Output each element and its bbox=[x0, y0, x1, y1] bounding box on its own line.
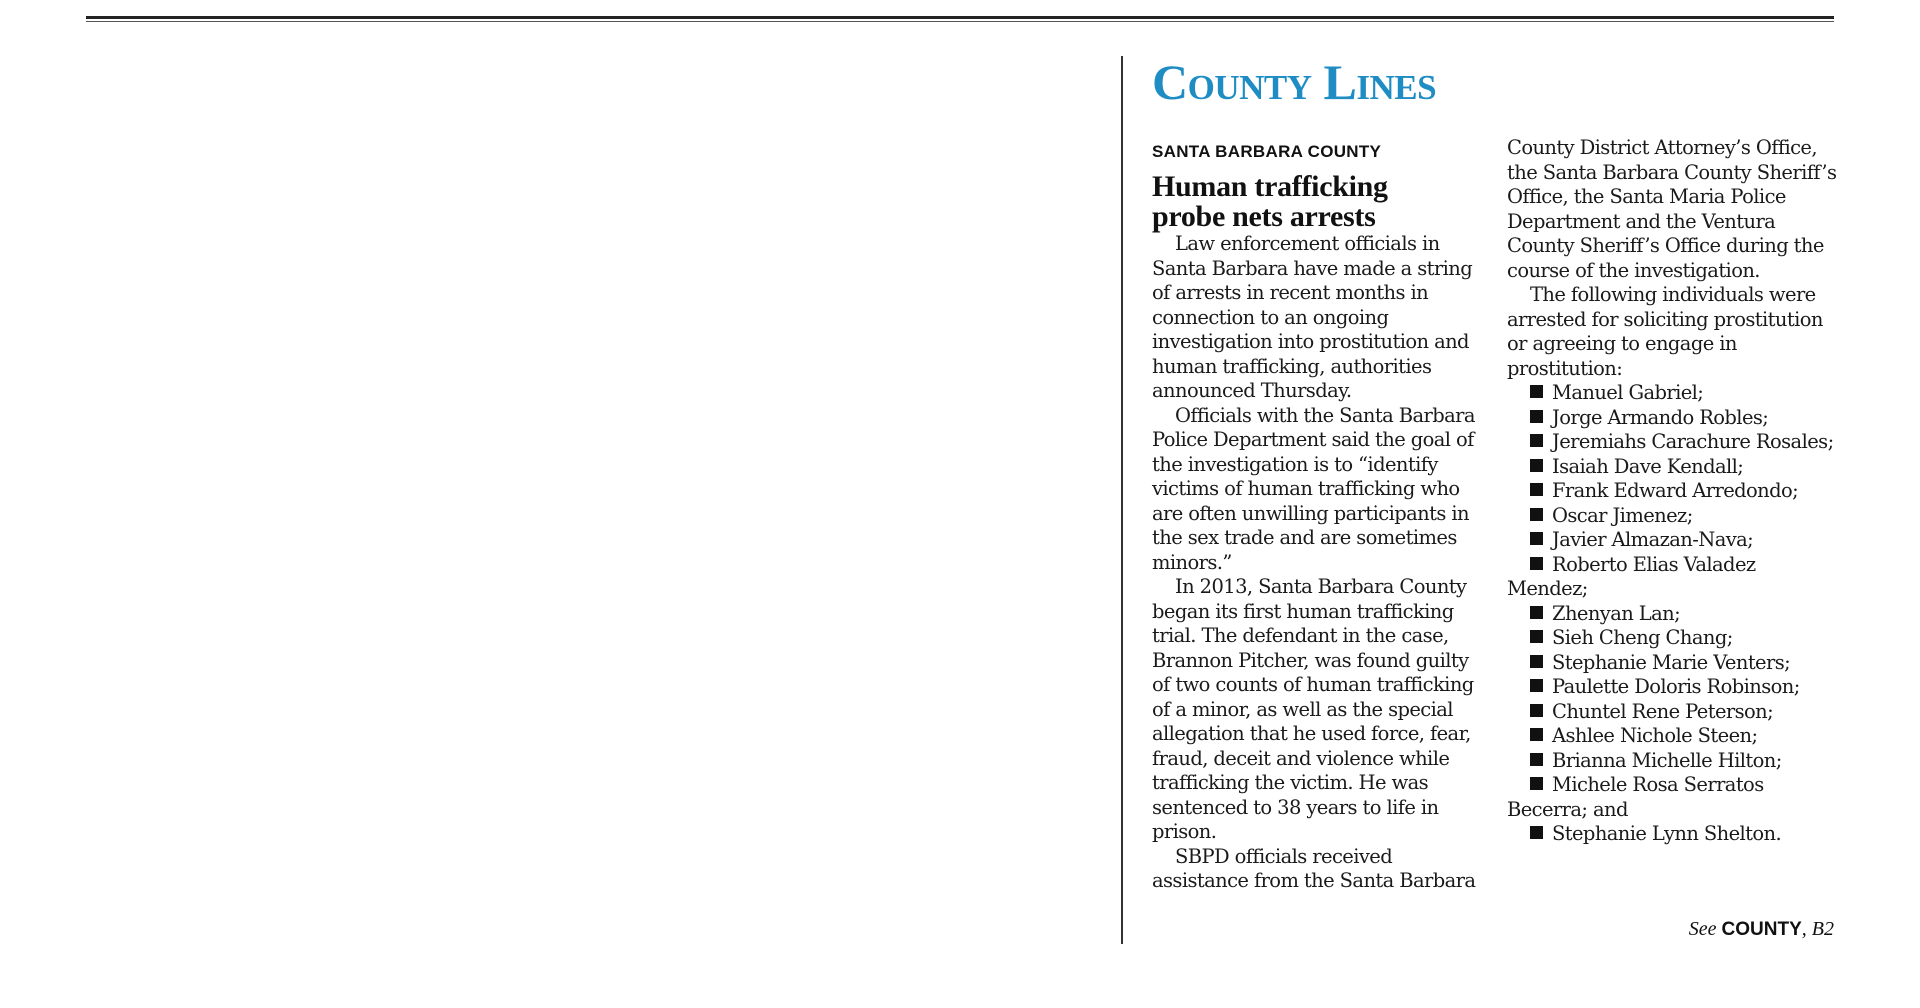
square-bullet-icon bbox=[1530, 434, 1543, 447]
square-bullet-icon bbox=[1530, 483, 1543, 496]
list-item bbox=[1507, 675, 1837, 700]
article-body-right bbox=[1507, 136, 1837, 847]
arrested-name: Javier Almazan-Nava; bbox=[1552, 528, 1754, 551]
square-bullet-icon bbox=[1530, 753, 1543, 766]
headline-line-2: probe nets arrests bbox=[1152, 200, 1376, 233]
list-item bbox=[1507, 651, 1837, 676]
article-kicker: SANTA BARBARA COUNTY bbox=[1152, 142, 1382, 161]
jump-section-label: COUNTY bbox=[1721, 919, 1802, 940]
list-item bbox=[1507, 479, 1837, 504]
jump-page-label: , B2 bbox=[1801, 918, 1834, 940]
list-item bbox=[1507, 626, 1837, 651]
list-item bbox=[1507, 773, 1837, 822]
square-bullet-icon bbox=[1530, 630, 1543, 643]
paragraph: In 2013, Santa Barbara County began its first human trafficking trial. The defendant in the case, Brannon Pitcher, was found guilty of two counts of human trafficking of a minor, as well as the special allegation that he used force, fear, fraud, deceit and violence while trafficking the victim. He was sentenced to 38 years to life in prison. bbox=[1152, 575, 1474, 843]
square-bullet-icon bbox=[1530, 557, 1543, 570]
arrested-name: Jorge Armando Robles; bbox=[1552, 405, 1769, 429]
top-rule bbox=[86, 16, 1834, 19]
column-title: County Lines bbox=[1152, 54, 1437, 110]
square-bullet-icon bbox=[1530, 532, 1543, 545]
arrested-name: Roberto Elias Valadez Mendez; bbox=[1507, 552, 1756, 600]
arrested-name: Sieh Cheng Chang; bbox=[1552, 626, 1733, 649]
square-bullet-icon bbox=[1530, 606, 1543, 619]
square-bullet-icon bbox=[1530, 679, 1543, 692]
jump-see-label: See bbox=[1688, 918, 1717, 940]
square-bullet-icon bbox=[1530, 777, 1543, 790]
headline-line-1: Human trafficking bbox=[1152, 170, 1388, 203]
arrested-list bbox=[1507, 381, 1837, 847]
arrested-name: Chuntel Rene Peterson; bbox=[1552, 699, 1774, 723]
paragraph: Officials with the Santa Barbara Police Department said the goal of the investigation is to “identify victims of human trafficking who are often unwilling participants in the sex trade and are sometimes minors.” bbox=[1152, 403, 1475, 574]
jump-reference bbox=[1689, 918, 1834, 941]
paragraph: Law enforcement officials in Santa Barbara have made a string of arrests in recent months in connection to an ongoing investigation into prostitution and human trafficking, authorities announced Thursday. bbox=[1152, 232, 1473, 402]
list-item bbox=[1507, 381, 1837, 406]
list-item bbox=[1507, 749, 1837, 774]
arrested-name: Frank Edward Arredondo; bbox=[1552, 479, 1799, 502]
arrested-name: Manuel Gabriel; bbox=[1552, 381, 1704, 404]
list-item bbox=[1507, 553, 1837, 602]
column-divider bbox=[1121, 56, 1123, 944]
square-bullet-icon bbox=[1530, 508, 1543, 521]
article-right-column bbox=[1507, 136, 1837, 847]
arrested-name: Stephanie Marie Venters; bbox=[1552, 650, 1791, 674]
article-headline bbox=[1152, 172, 1482, 232]
arrested-name: Zhenyan Lan; bbox=[1552, 601, 1681, 625]
list-item bbox=[1507, 430, 1837, 455]
list-item bbox=[1507, 455, 1837, 480]
article-body-left bbox=[1152, 232, 1482, 894]
square-bullet-icon bbox=[1530, 728, 1543, 741]
list-item bbox=[1507, 406, 1837, 431]
arrested-name: Michele Rosa Serratos Becerra; and bbox=[1507, 773, 1764, 821]
list-item bbox=[1507, 504, 1837, 529]
list-item bbox=[1507, 822, 1837, 847]
paragraph: SBPD officials received assistance from the Santa Barbara bbox=[1152, 844, 1476, 892]
arrested-name: Brianna Michelle Hilton; bbox=[1552, 748, 1782, 772]
paragraph-continued: County District Attorney’s Office, the Santa Barbara County Sheriff’s Office, the Santa Maria Police Department and the Ventura County Sheriff’s Office during the course of the investigation. bbox=[1507, 136, 1837, 282]
square-bullet-icon bbox=[1530, 704, 1543, 717]
list-item bbox=[1507, 602, 1837, 627]
arrested-name: Ashlee Nichole Steen; bbox=[1552, 724, 1758, 747]
arrested-name: Oscar Jimenez; bbox=[1552, 503, 1693, 527]
top-rule-thin bbox=[86, 21, 1834, 22]
list-item bbox=[1507, 724, 1837, 749]
arrested-name: Jeremiahs Carachure Rosales; bbox=[1552, 430, 1834, 453]
arrested-name: Stephanie Lynn Shelton. bbox=[1552, 822, 1782, 845]
paragraph: The following individuals were arrested for soliciting prostitution or agreeing to engage in prostitution: bbox=[1507, 283, 1823, 380]
list-item bbox=[1507, 528, 1837, 553]
article-left-column bbox=[1152, 140, 1482, 894]
square-bullet-icon bbox=[1530, 826, 1543, 839]
square-bullet-icon bbox=[1530, 655, 1543, 668]
square-bullet-icon bbox=[1530, 459, 1543, 472]
list-item bbox=[1507, 700, 1837, 725]
square-bullet-icon bbox=[1530, 385, 1543, 398]
square-bullet-icon bbox=[1530, 410, 1543, 423]
arrested-name: Isaiah Dave Kendall; bbox=[1552, 454, 1744, 478]
arrested-name: Paulette Doloris Robinson; bbox=[1552, 675, 1800, 698]
